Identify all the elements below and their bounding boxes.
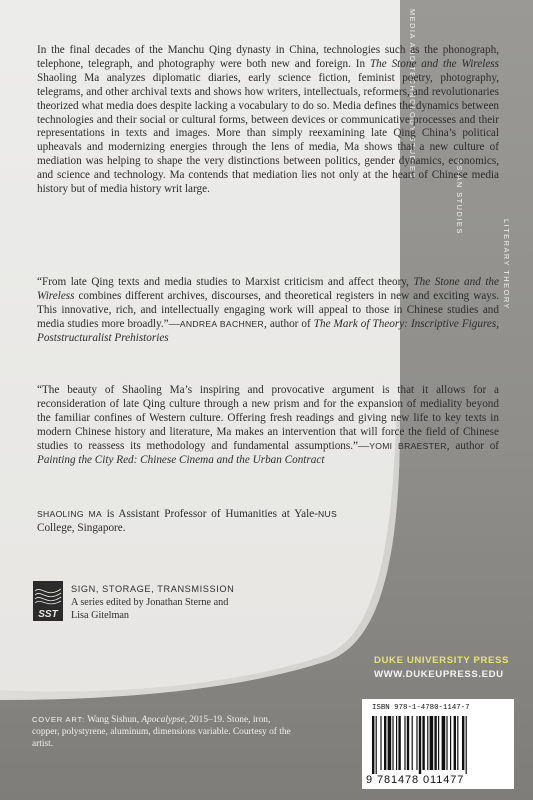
- author-name: SHAOLING MA: [37, 509, 102, 519]
- barcode-bars: [368, 716, 508, 774]
- barcode-bar: [434, 716, 436, 770]
- barcode-bar: [404, 716, 405, 770]
- barcode-bar: [422, 716, 424, 770]
- barcode-bar: [376, 716, 377, 774]
- barcode-bar: [457, 716, 458, 770]
- spine-subject-asian: ASIAN STUDIES: [455, 159, 464, 235]
- publisher-name: DUKE UNIVERSITY PRESS: [374, 655, 510, 666]
- cover-art-credit: COVER ART: Wang Sishun, Apocalypse, 2015–19. Stone, iron, copper, polystyrene, aluminum, dimensions variable. Courtesy of the artist.: [32, 715, 291, 749]
- barcode-bar: [427, 716, 428, 770]
- publisher-url: WWW.DUKEUPRESS.EDU: [374, 669, 504, 680]
- publisher-block: [374, 654, 509, 682]
- barcode-bar: [384, 716, 386, 770]
- endorser-name: ANDREA BACHNER: [179, 318, 265, 329]
- book-title-italic: The Stone and the Wireless: [369, 57, 499, 70]
- barcode-bar: [392, 716, 393, 770]
- series-name: SIGN, STORAGE, TRANSMISSION: [71, 584, 235, 594]
- author-bio: SHAOLING MA is Assistant Professor of Humanities at Yale-NUS College, Singapore.: [37, 508, 337, 534]
- barcode-bar: [466, 716, 467, 774]
- barcode-bar: [407, 716, 409, 770]
- barcode-bar: [454, 716, 456, 770]
- endorsement-quote-braester: “The beauty of Shaoling Ma’s inspiring and provocative argument is that it allows for a reconsideration of late Qing culture through a new prism and for the expansion of mediality beyond the familiar confines of Western culture. Offering fresh readings and giving new life to key texts in modern Chinese history and literature, Ma makes an intervention that will force the field of Chinese studies to reassess its methodology and fundamental assumptions.”—YOMI BRAESTER, author of Painting the City Red: Chinese Cinema and the Urban Contract: [37, 384, 500, 466]
- barcode-bar: [450, 716, 451, 770]
- barcode-bar: [430, 716, 434, 770]
- endorsement-quote-bachner: “From late Qing texts and media studies to Marxist criticism and affect theory, The Stone and the Wireless combines different archives, discourses, and theoretical registers in new and exciting ways. This innovative, rich, and intellectually engaging work will appeal to those in Chinese studies and media studies more broadly.”—ANDREA BACHNER, author of The Mark of Theory: Inscriptive Figures, Poststructuralist Prehistories: [37, 276, 499, 344]
- barcode-bar: [442, 716, 446, 770]
- barcode-bar: [398, 716, 400, 770]
- barcode-bar: [462, 716, 464, 770]
- isbn-barcode: [362, 699, 514, 789]
- spine-subject-media: MEDIA AND TECHNOLOGY STUDIES: [408, 9, 417, 179]
- barcode-bar: [419, 716, 421, 774]
- series-editors: A series edited by Jonathan Sterne and Lisa Gitelman: [71, 597, 229, 621]
- barcode-bar: [438, 716, 439, 770]
- barcode-bar: [380, 716, 381, 770]
- barcode-bar: [372, 716, 374, 774]
- barcode-bar: [446, 716, 447, 770]
- barcode-bar: [416, 716, 417, 770]
- book-series: [33, 581, 234, 622]
- barcode-bar: [412, 716, 413, 770]
- isbn-label: ISBN 978-1-4780-1147-7: [372, 704, 470, 712]
- spine-subject-literary: LITERARY THEORY: [502, 219, 511, 310]
- sst-series-logo: [33, 581, 63, 621]
- barcode-digits: 9 781478 011477: [366, 774, 465, 786]
- barcode-bar: [396, 716, 397, 770]
- svg-text:SST: SST: [38, 609, 58, 620]
- barcode-bar: [388, 716, 392, 770]
- book-description: In the final decades of the Manchu Qing dynasty in China, technologies such as the phonograph, telephone, telegraph, and photography were both new and foreign. In The Stone and the Wireless Shaoling Ma analyzes diplomatic diaries, early science fiction, feminist poetry, photography, telegrams, and other archival texts and shows how writers, intellectuals, reformers, and revolutionaries theorized what media does despite lacking a vocabulary to do so. Media defines the dynamics between technologies and their social or cultural forms, between devices or communicative processes and their representations in texts and images. More than simply reexamining late Qing China’s political upheavals and modernizing energies through the lens of media, Ma shows that a new culture of mediation was helping to shape the very distinctions between politics, gender dynamics, economics, and science and technology. Ma contends that mediation lies not only at the heart of Chinese media history but of media history writ large.: [37, 44, 499, 196]
- endorser-name: YOMI BRAESTER: [369, 440, 447, 451]
